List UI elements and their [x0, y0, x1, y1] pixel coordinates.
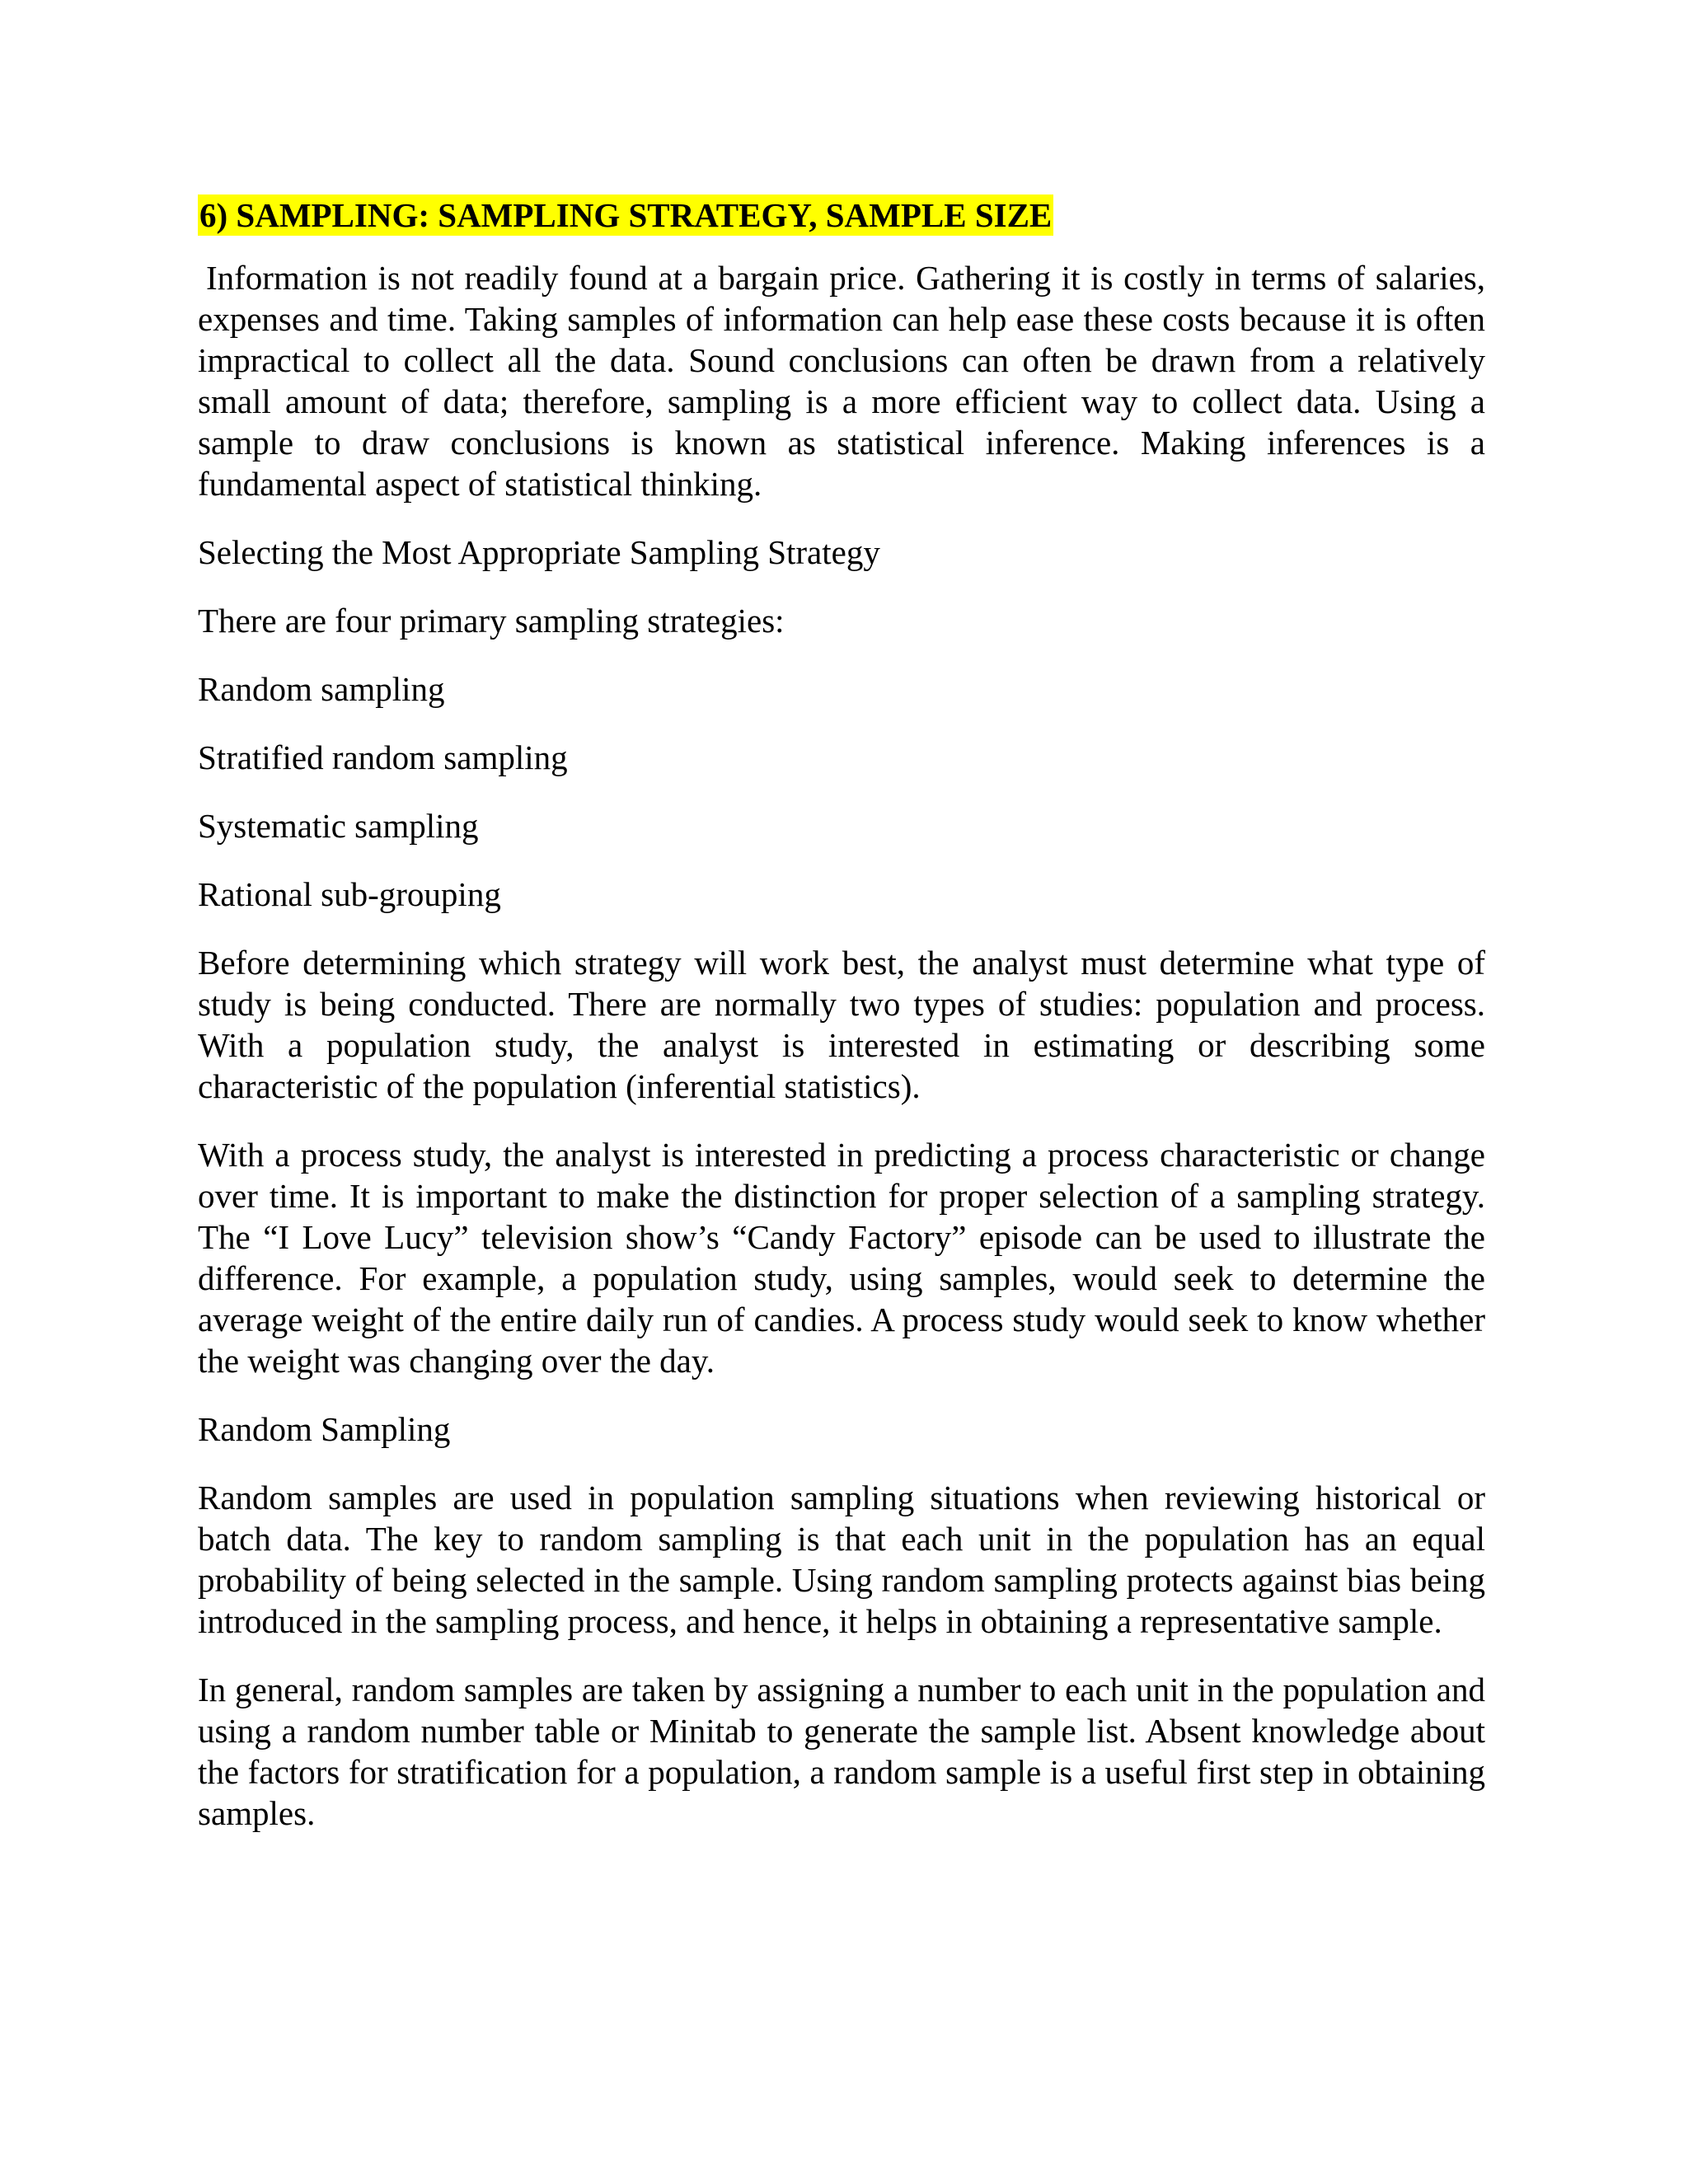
process-study-paragraph: With a process study, the analyst is interested in predicting a process characteristic or change over time. It is important to make the distinction for proper selection of a sampling strategy. The “I Love Lucy” television show’s “Candy Factory” episode can be used to illustrate the difference. For example, a population study, using samples, would seek to determine the average weight of the entire daily run of candies. A process study would seek to know whether the weight was changing over the day.: [198, 1136, 1485, 1380]
strategy-item: Stratified random sampling: [198, 738, 568, 776]
intro-paragraph: Information is not readily found at a bargain price. Gathering it is costly in terms of salaries, expenses and time. Taking samples of information can help ease these costs because it is often impractical to collect all the data. Sound conclusions can often be drawn from a relatively small amount of data; therefore, sampling is a more efficient way to collect data. Using a sample to draw conclusions is known as statistical inference. Making inferences is a fundamental aspect of statistical thinking.: [198, 259, 1485, 503]
strategies-intro: There are four primary sampling strategies:: [198, 602, 785, 640]
random-sampling-paragraph-1: Random samples are used in population sampling situations when reviewing historical or batch data. The key to random sampling is that each unit in the population has an equal probability of being selected in the sample. Using random sampling protects against bias being introduced in the sampling process, and hence, it helps in obtaining a representative sample.: [198, 1479, 1485, 1640]
study-types-paragraph: Before determining which strategy will work best, the analyst must determine what type of study is being conducted. There are normally two types of studies: population and process. With a population study, the analyst is interested in estimating or describing some characteristic of the population (inferential statistics).: [198, 944, 1485, 1105]
strategy-item: Rational sub-grouping: [198, 875, 501, 913]
subheading-sampling-strategy: Selecting the Most Appropriate Sampling Strategy: [198, 533, 880, 571]
strategy-item: Systematic sampling: [198, 807, 479, 845]
section-heading: [198, 194, 1485, 236]
random-sampling-paragraph-2: In general, random samples are taken by assigning a number to each unit in the population and using a random number table or Minitab to generate the sample list. Absent knowledge about the factors for stratification for a population, a random sample is a useful first step in obtaining samples.: [198, 1671, 1485, 1832]
section-heading-text: 6) SAMPLING: SAMPLING STRATEGY, SAMPLE SIZE: [199, 196, 1053, 234]
strategy-item: Random sampling: [198, 670, 445, 708]
subheading-random-sampling: Random Sampling: [198, 1410, 451, 1448]
document-page: [198, 194, 1485, 1861]
